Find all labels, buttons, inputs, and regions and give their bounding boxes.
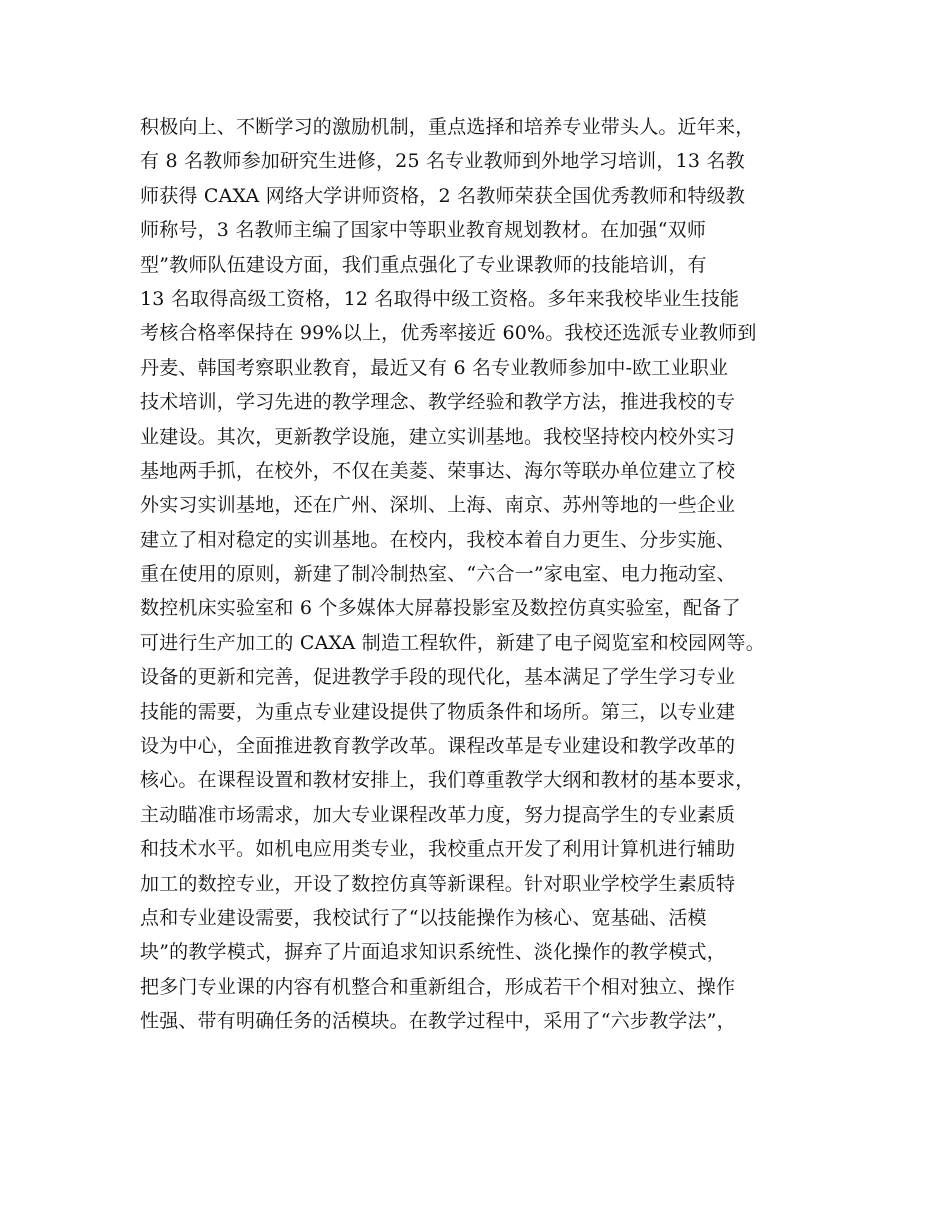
text-line: 13 名取得高级工资格，12 名取得中级工资格。多年来我校毕业生技能: [140, 287, 740, 310]
text-line: 把多门专业课的内容有机整合和重新组合，形成若干个相对独立、操作: [140, 975, 736, 998]
text-line: 建立了相对稳定的实训基地。在校内，我校本着自力更生、分步实施、: [140, 528, 736, 551]
text-line: 设备的更新和完善，促进教学手段的现代化，基本满足了学生学习专业: [140, 666, 736, 689]
text-line: 基地两手抓，在校外，不仅在美菱、荣事达、海尔等联办单位建立了校: [140, 459, 736, 482]
text-line: 核心。在课程设置和教材安排上，我们尊重教学大纲和教材的基本要求，: [140, 769, 755, 792]
text-line: 主动瞄准市场需求，加大专业课程改革力度，努力提高学生的专业素质: [140, 803, 736, 826]
text-line: 积极向上、不断学习的激励机制，重点选择和培养专业带头人。近年来，: [140, 116, 755, 138]
text-line: 技术培训，学习先进的教学理念、教学经验和教学方法，推进我校的专: [140, 391, 736, 414]
text-line: 外实习实训基地，还在广州、深圳、上海、南京、苏州等地的一些企业: [140, 494, 736, 517]
text-line: 重在使用的原则，新建了制冷制热室、“六合一”家电室、电力拖动室、: [140, 563, 736, 586]
text-line: 丹麦、韩国考察职业教育，最近又有 6 名专业教师参加中-欧工业职业: [140, 356, 729, 379]
text-line: 设为中心，全面推进教育教学改革。课程改革是专业建设和教学改革的: [140, 735, 736, 758]
text-line: 可进行生产加工的 CAXA 制造工程软件，新建了电子阅览室和校园网等。: [140, 631, 765, 654]
text-line: 技能的需要，为重点专业建设提供了物质条件和场所。第三，以专业建: [140, 700, 736, 723]
text-line: 有 8 名教师参加研究生进修，25 名专业教师到外地学习培训，13 名教: [140, 150, 745, 173]
text-line: 块”的教学模式，摒弃了片面追求知识系统性、淡化操作的教学模式，: [140, 941, 726, 964]
body-text: [140, 110, 840, 1039]
text-line: 加工的数控专业，开设了数控仿真等新课程。针对职业学校学生素质特: [140, 872, 736, 895]
text-line: 业建设。其次，更新教学设施，建立实训基地。我校坚持校内校外实习: [140, 425, 736, 448]
text-line: 点和专业建设需要，我校试行了“以技能操作为核心、宽基础、活模: [140, 906, 707, 929]
text-line: 性强、带有明确任务的活模块。在教学过程中，采用了“六步教学法”，: [140, 1010, 736, 1033]
text-line: 考核合格率保持在 99%以上，优秀率接近 60%。我校还选派专业教师到: [140, 322, 757, 345]
text-line: 和技术水平。如机电应用类专业，我校重点开发了利用计算机进行辅助: [140, 838, 736, 861]
text-line: 师称号，3 名教师主编了国家中等职业教育规划教材。在加强“双师: [140, 219, 707, 242]
text-line: 型”教师队伍建设方面，我们重点强化了专业课教师的技能培训，有: [140, 253, 707, 276]
text-line: 数控机床实验室和 6 个多媒体大屏幕投影室及数控仿真实验室，配备了: [140, 597, 741, 620]
text-line: 师获得 CAXA 网络大学讲师资格，2 名教师荣获全国优秀教师和特级教: [140, 184, 746, 207]
